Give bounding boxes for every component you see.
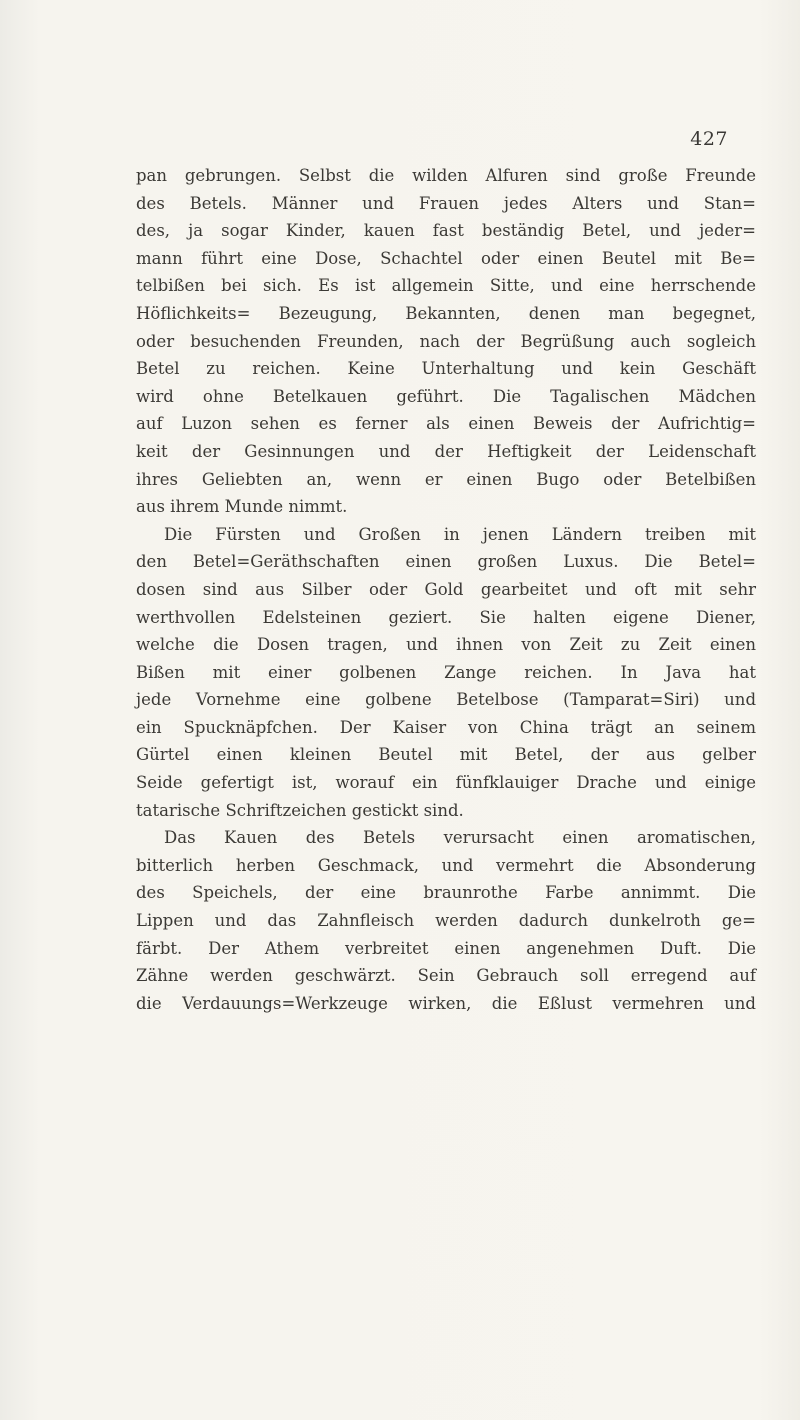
text-line: aus ihrem Munde nimmt. [136,497,348,517]
text-line: dosen sind aus Silber oder Gold gearbeitet und oft mit sehr [136,579,756,599]
text-line: Das Kauen des Betels verursacht einen aromatischen, [164,828,756,848]
text-line: werthvollen Edelsteinen geziert. Sie halten eigene Diener, [136,607,756,627]
text-line: wird ohne Betelkauen geführt. Die Tagalischen Mädchen [136,386,756,406]
text-line: welche die Dosen tragen, und ihnen von Zeit zu Zeit einen [136,635,756,655]
body-text [136,162,756,1017]
text-line: Die Fürsten und Großen in jenen Ländern treiben mit [164,524,756,544]
text-line: ihres Geliebten an, wenn er einen Bugo oder Betelbißen [136,469,756,489]
text-line: pan gebrungen. Selbst die wilden Alfuren sind große Freunde [136,166,756,185]
text-line: ein Spucknäpfchen. Der Kaiser von China trägt an seinem [136,717,756,737]
text-line: auf Luzon sehen es ferner als einen Beweis der Aufrichtig= [136,414,756,434]
text-line: tatarische Schriftzeichen gestickt sind. [136,800,464,820]
text-line: die Verdauungs=Werkzeuge wirken, die Eßlust vermehren und [136,993,756,1013]
text-line: oder besuchenden Freunden, nach der Begrüßung auch sogleich [136,331,756,351]
text-line: des Betels. Männer und Frauen jedes Alters und Stan= [136,193,756,213]
text-line: den Betel=Geräthschaften einen großen Luxus. Die Betel= [136,552,756,572]
text-line: des Speichels, der eine braunrothe Farbe annimmt. Die [136,883,756,903]
text-line: bitterlich herben Geschmack, und vermehrt die Absonderung [136,855,756,875]
text-line: Bißen mit einer golbenen Zange reichen. In Java hat [136,662,756,682]
text-line: Höflichkeits= Bezeugung, Bekannten, denen man begegnet, [136,303,756,323]
text-line: Betel zu reichen. Keine Unterhaltung und kein Geschäft [136,359,756,379]
text-line: mann führt eine Dose, Schachtel oder einen Beutel mit Be= [136,248,756,268]
text-line: Gürtel einen kleinen Beutel mit Betel, der aus gelber [136,745,756,765]
page-number: 427 [690,128,728,150]
text-line: telbißen bei sich. Es ist allgemein Sitte, und eine herrschende [136,276,756,296]
text-line: Zähne werden geschwärzt. Sein Gebrauch soll erregend auf [136,966,756,986]
text-line: des, ja sogar Kinder, kauen fast beständig Betel, und jeder= [136,221,756,241]
text-line: jede Vornehme eine golbene Betelbose (Tamparat=Siri) und [136,690,756,710]
text-line: Lippen und das Zahnfleisch werden dadurch dunkelroth ge= [136,911,756,931]
text-line: keit der Gesinnungen und der Heftigkeit der Leidenschaft [136,441,756,461]
text-line: Seide gefertigt ist, worauf ein fünfklauiger Drache und einige [136,773,756,793]
text-line: färbt. Der Athem verbreitet einen angenehmen Duft. Die [136,938,756,958]
